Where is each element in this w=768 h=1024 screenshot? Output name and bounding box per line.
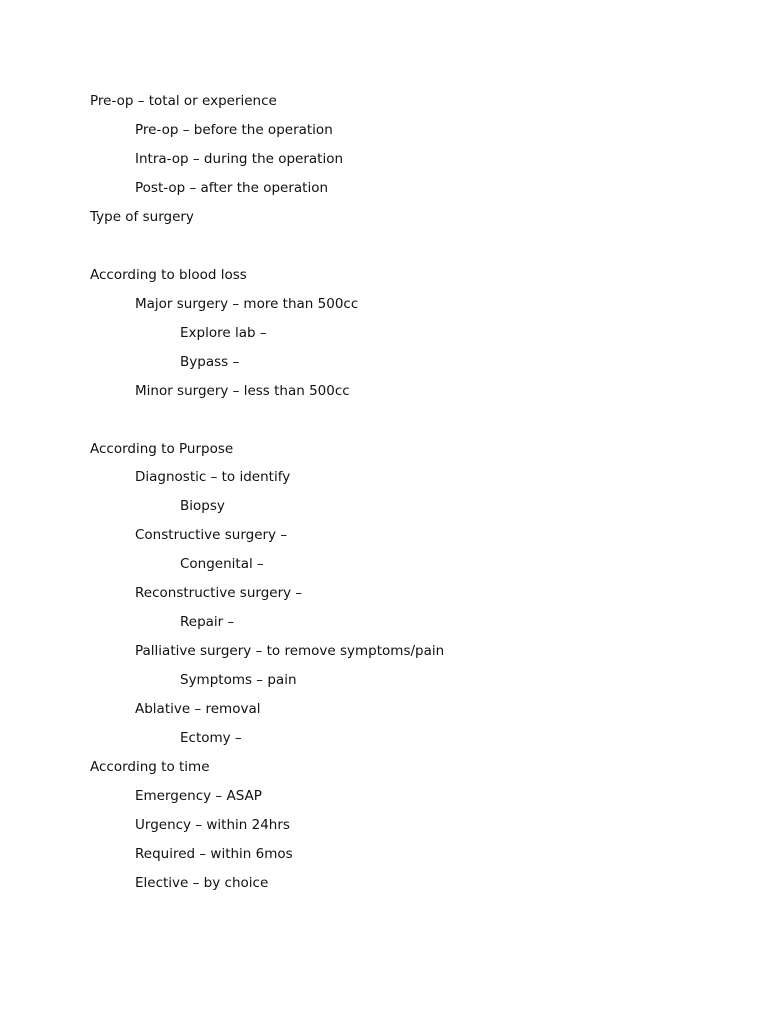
outline-subitem-ectomy: Ectomy – [180,730,242,746]
outline-heading-type-of-surgery: Type of surgery [90,209,194,225]
outline-item-emergency: Emergency – ASAP [135,788,262,804]
outline-item-minor-surgery: Minor surgery – less than 500cc [135,383,350,399]
outline-item-required: Required – within 6mos [135,846,293,862]
outline-heading-time: According to time [90,759,210,775]
outline-item-diagnostic: Diagnostic – to identify [135,469,291,485]
outline-subitem-biopsy: Biopsy [180,498,225,514]
outline-subitem-repair: Repair – [180,614,235,630]
outline-item-urgency: Urgency – within 24hrs [135,817,290,833]
outline-heading-preop-overview: Pre-op – total or experience [90,93,277,109]
outline-subitem-congenital: Congenital – [180,556,264,572]
outline-item-reconstructive: Reconstructive surgery – [135,585,303,601]
outline-item-elective: Elective – by choice [135,875,269,891]
outline-item-constructive: Constructive surgery – [135,527,288,543]
outline-subitem-bypass: Bypass – [180,354,240,370]
outline-heading-purpose: According to Purpose [90,441,234,457]
outline-item-major-surgery: Major surgery – more than 500cc [135,296,359,312]
outline-item-postop: Post-op – after the operation [135,180,329,196]
outline-heading-blood-loss: According to blood loss [90,267,247,283]
outline-item-palliative: Palliative surgery – to remove symptoms/pain [135,643,445,659]
outline-item-ablative: Ablative – removal [135,701,261,717]
outline-subitem-symptoms: Symptoms – pain [180,672,297,688]
outline-item-preop: Pre-op – before the operation [135,122,333,138]
outline-subitem-explore-lab: Explore lab – [180,325,267,341]
outline-item-intraop: Intra-op – during the operation [135,151,344,167]
